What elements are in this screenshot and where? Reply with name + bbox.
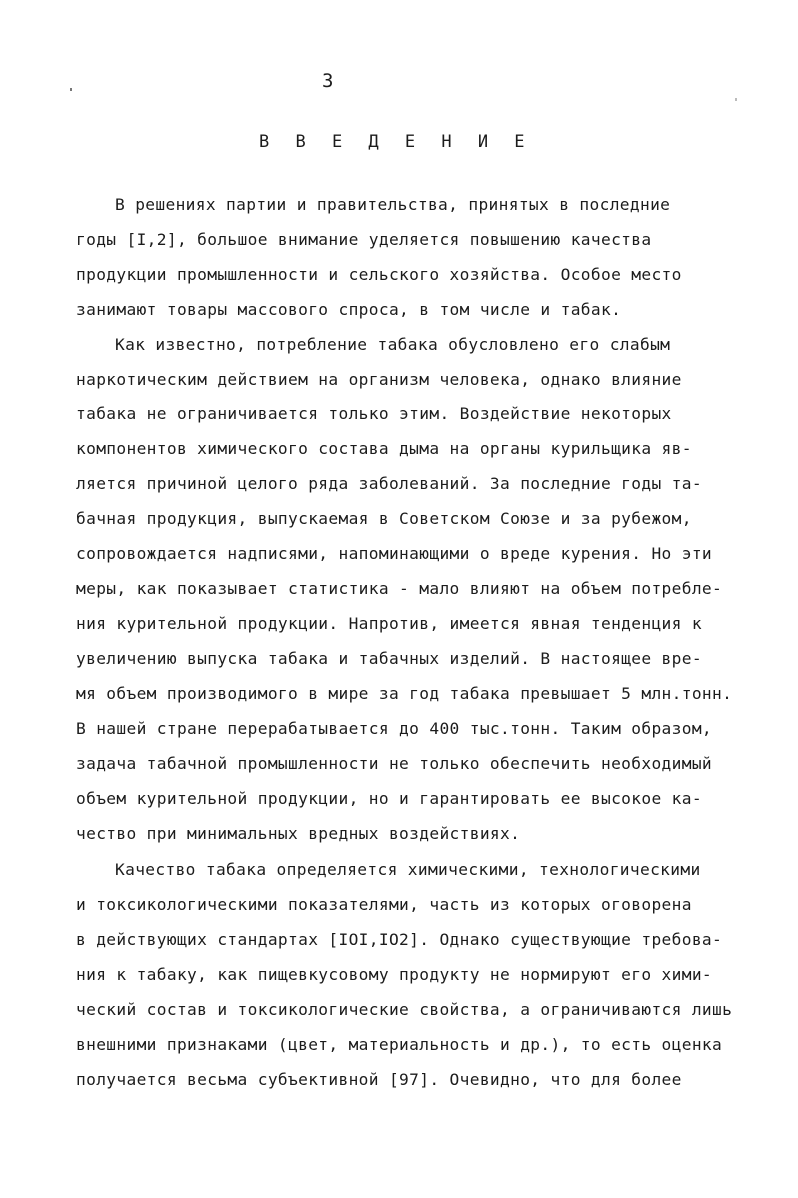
text-line: получается весьма субъективной [97]. Очевидно, что для более — [76, 1070, 682, 1089]
text-line: табака не ограничивается только этим. Воздействие некоторых — [76, 404, 672, 423]
text-line: годы [I,2], большое внимание уделяется повышению качества — [76, 230, 652, 249]
text-line: ческий состав и токсикологические свойства, а ограничиваются лишь — [76, 1000, 733, 1019]
scan-speck — [735, 98, 737, 101]
text-line: В решениях партии и правительства, принятых в последние — [115, 195, 671, 214]
text-line: меры, как показывает статистика - мало влияют на объем потребле- — [76, 579, 723, 598]
text-line: и токсикологическими показателями, часть из которых оговорена — [76, 895, 692, 914]
text-line: ляется причиной целого ряда заболеваний. За последние годы та- — [76, 474, 702, 493]
text-line: в действующих стандартах [IOI,IO2]. Однако существующие требова- — [76, 930, 723, 949]
scan-speck — [70, 88, 72, 91]
text-line: чество при минимальных вредных воздействиях. — [76, 824, 521, 843]
text-line: сопровождается надписями, напоминающими о вреде курения. Но эти — [76, 544, 713, 563]
text-line: внешними признаками (цвет, материальность и др.), то есть оценка — [76, 1035, 723, 1054]
text-line: компонентов химического состава дыма на органы курильщика яв- — [76, 439, 692, 458]
text-line: В нашей стране перерабатывается до 400 тыс.тонн. Таким образом, — [76, 719, 713, 738]
text-line: Качество табака определяется химическими, технологическими — [115, 860, 701, 879]
text-line: продукции промышленности и сельского хозяйства. Особое место — [76, 265, 682, 284]
text-line: занимают товары массового спроса, в том числе и табак. — [76, 300, 622, 319]
text-line: ния курительной продукции. Напротив, имеется явная тенденция к — [76, 614, 702, 633]
text-line: объем курительной продукции, но и гарантировать ее высокое ка- — [76, 789, 702, 808]
section-title: В В Е Д Е Н И Е — [259, 132, 533, 152]
text-line: увеличению выпуска табака и табачных изделий. В настоящее вре- — [76, 649, 702, 668]
text-line: Как известно, потребление табака обусловлено его слабым — [115, 335, 671, 354]
text-line: задача табачной промышленности не только обеспечить необходимый — [76, 754, 713, 773]
text-line: бачная продукция, выпускаемая в Советском Союзе и за рубежом, — [76, 509, 692, 528]
text-line: мя объем производимого в мире за год табака превышает 5 млн.тонн. — [76, 684, 733, 703]
page-number: 3 — [322, 70, 334, 92]
text-line: ния к табаку, как пищевкусовому продукту не нормируют его хими- — [76, 965, 713, 984]
text-line: наркотическим действием на организм человека, однако влияние — [76, 370, 682, 389]
